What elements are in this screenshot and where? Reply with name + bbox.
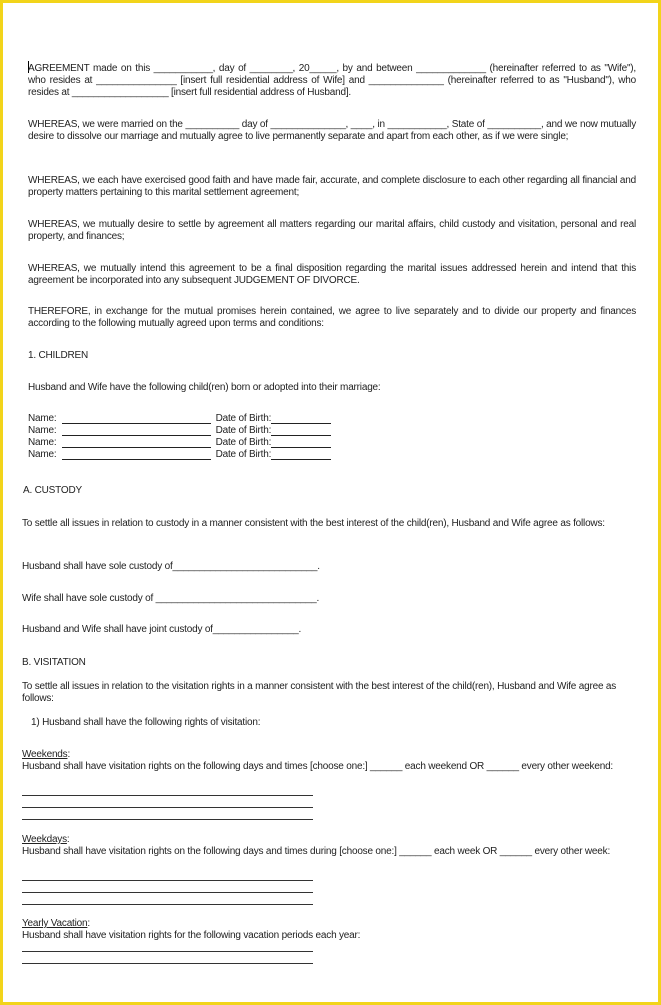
weekends-heading-text: Weekends	[22, 749, 68, 760]
vacation-colon: :	[87, 918, 90, 929]
agreement-intro: AGREEMENT made on this ___________, day of ________, 20_____, by and between _____________ (hereinafter referred to as "Wife"), who resides at _______________ [insert full residential address of Wife] and ______________ (hereinafter referred to as "Husband"), who resides at __________________ [insert full residential address of Husband].	[28, 63, 636, 98]
wife-sole-custody: Wife shall have sole custody of ______________________________.	[22, 593, 320, 604]
children-text: Husband and Wife have the following child(ren) born or adopted into their marriage:	[28, 382, 381, 393]
name-field-line[interactable]	[62, 437, 211, 448]
weekdays-blank-line[interactable]	[22, 880, 313, 881]
child-row	[28, 413, 331, 425]
name-field-line[interactable]	[62, 413, 211, 424]
weekends-heading	[22, 749, 70, 761]
children-name-list	[28, 413, 331, 461]
visitation-text: To settle all issues in relation to the visitation rights in a manner consistent with the best interest of the child(ren), Husband and Wife agree as follows:	[22, 681, 617, 704]
vacation-heading-text: Yearly Vacation	[22, 918, 88, 929]
vacation-blank-line[interactable]	[22, 951, 313, 952]
name-field-line[interactable]	[62, 449, 211, 460]
weekends-blank-line[interactable]	[22, 795, 313, 796]
section-custody-heading: A. CUSTODY	[23, 485, 82, 496]
name-label: Name:	[28, 437, 57, 448]
dob-label: Date of Birth:	[215, 413, 272, 424]
therefore-clause: THEREFORE, in exchange for the mutual promises herein contained, we agree to live separately and to divide our property and finances according to the following mutually agreed upon terms and conditions:	[28, 306, 636, 329]
name-label: Name:	[28, 413, 57, 424]
weekdays-colon: :	[66, 834, 70, 845]
section-visitation-heading: B. VISITATION	[22, 657, 86, 668]
joint-custody: Husband and Wife shall have joint custody of________________.	[22, 624, 302, 635]
whereas-intend: WHEREAS, we mutually intend this agreement to be a final disposition regarding the marital issues addressed herein and intend that this agreement be incorporated into any subsequent JUDGEMENT OF DIVORCE.	[28, 263, 636, 286]
husband-rights-item: 1) Husband shall have the following rights of visitation:	[31, 717, 261, 728]
custody-text: To settle all issues in relation to custody in a manner consistent with the best interest of the child(ren), Husband and Wife agree as follows:	[22, 518, 605, 529]
whereas-married: WHEREAS, we were married on the __________ day of ______________, ____, in ___________, State of __________, and we now mutually desire to dissolve our marriage and mutually agree to live permanently separate and apart from each other, as if we were single;	[28, 119, 636, 142]
weekdays-text: Husband shall have visitation rights on the following days and times during [choose one:] ______ each week OR ______ every other week:	[22, 846, 611, 857]
vacation-blank-line[interactable]	[22, 963, 313, 964]
dob-field-line[interactable]	[271, 413, 331, 424]
dob-label: Date of Birth:	[215, 437, 272, 448]
child-row	[28, 437, 331, 449]
dob-label: Date of Birth:	[215, 425, 272, 436]
name-label: Name:	[28, 449, 57, 460]
weekends-blank-line[interactable]	[22, 819, 313, 820]
whereas-settle: WHEREAS, we mutually desire to settle by agreement all matters regarding our marital affairs, child custody and visitation, personal and real property, and finances;	[28, 219, 636, 242]
weekends-text: Husband shall have visitation rights on the following days and times [choose one:] ______ each weekend OR ______ every other weekend:	[22, 761, 614, 772]
dob-field-line[interactable]	[271, 437, 331, 448]
weekends-blank-line[interactable]	[22, 807, 313, 808]
dob-label: Date of Birth:	[215, 449, 272, 460]
name-label: Name:	[28, 425, 57, 436]
child-row	[28, 449, 331, 461]
weekends-colon: :	[67, 749, 71, 760]
weekdays-blank-line[interactable]	[22, 892, 313, 893]
document-page	[3, 3, 658, 1002]
vacation-heading	[22, 918, 90, 930]
weekdays-heading	[22, 834, 70, 846]
whereas-good-faith: WHEREAS, we each have exercised good faith and have made fair, accurate, and complete disclosure to each other regarding all financial and property matters pertaining to this marital settlement agreement;	[28, 175, 636, 198]
weekdays-blank-line[interactable]	[22, 904, 313, 905]
dob-field-line[interactable]	[271, 449, 331, 460]
section-children-heading: 1. CHILDREN	[28, 350, 89, 361]
child-row	[28, 425, 331, 437]
dob-field-line[interactable]	[271, 425, 331, 436]
name-field-line[interactable]	[62, 425, 211, 436]
vacation-text: Husband shall have visitation rights for the following vacation periods each year:	[22, 930, 361, 941]
husband-sole-custody: Husband shall have sole custody of___________________________.	[22, 561, 320, 572]
weekdays-heading-text: Weekdays	[22, 834, 67, 845]
